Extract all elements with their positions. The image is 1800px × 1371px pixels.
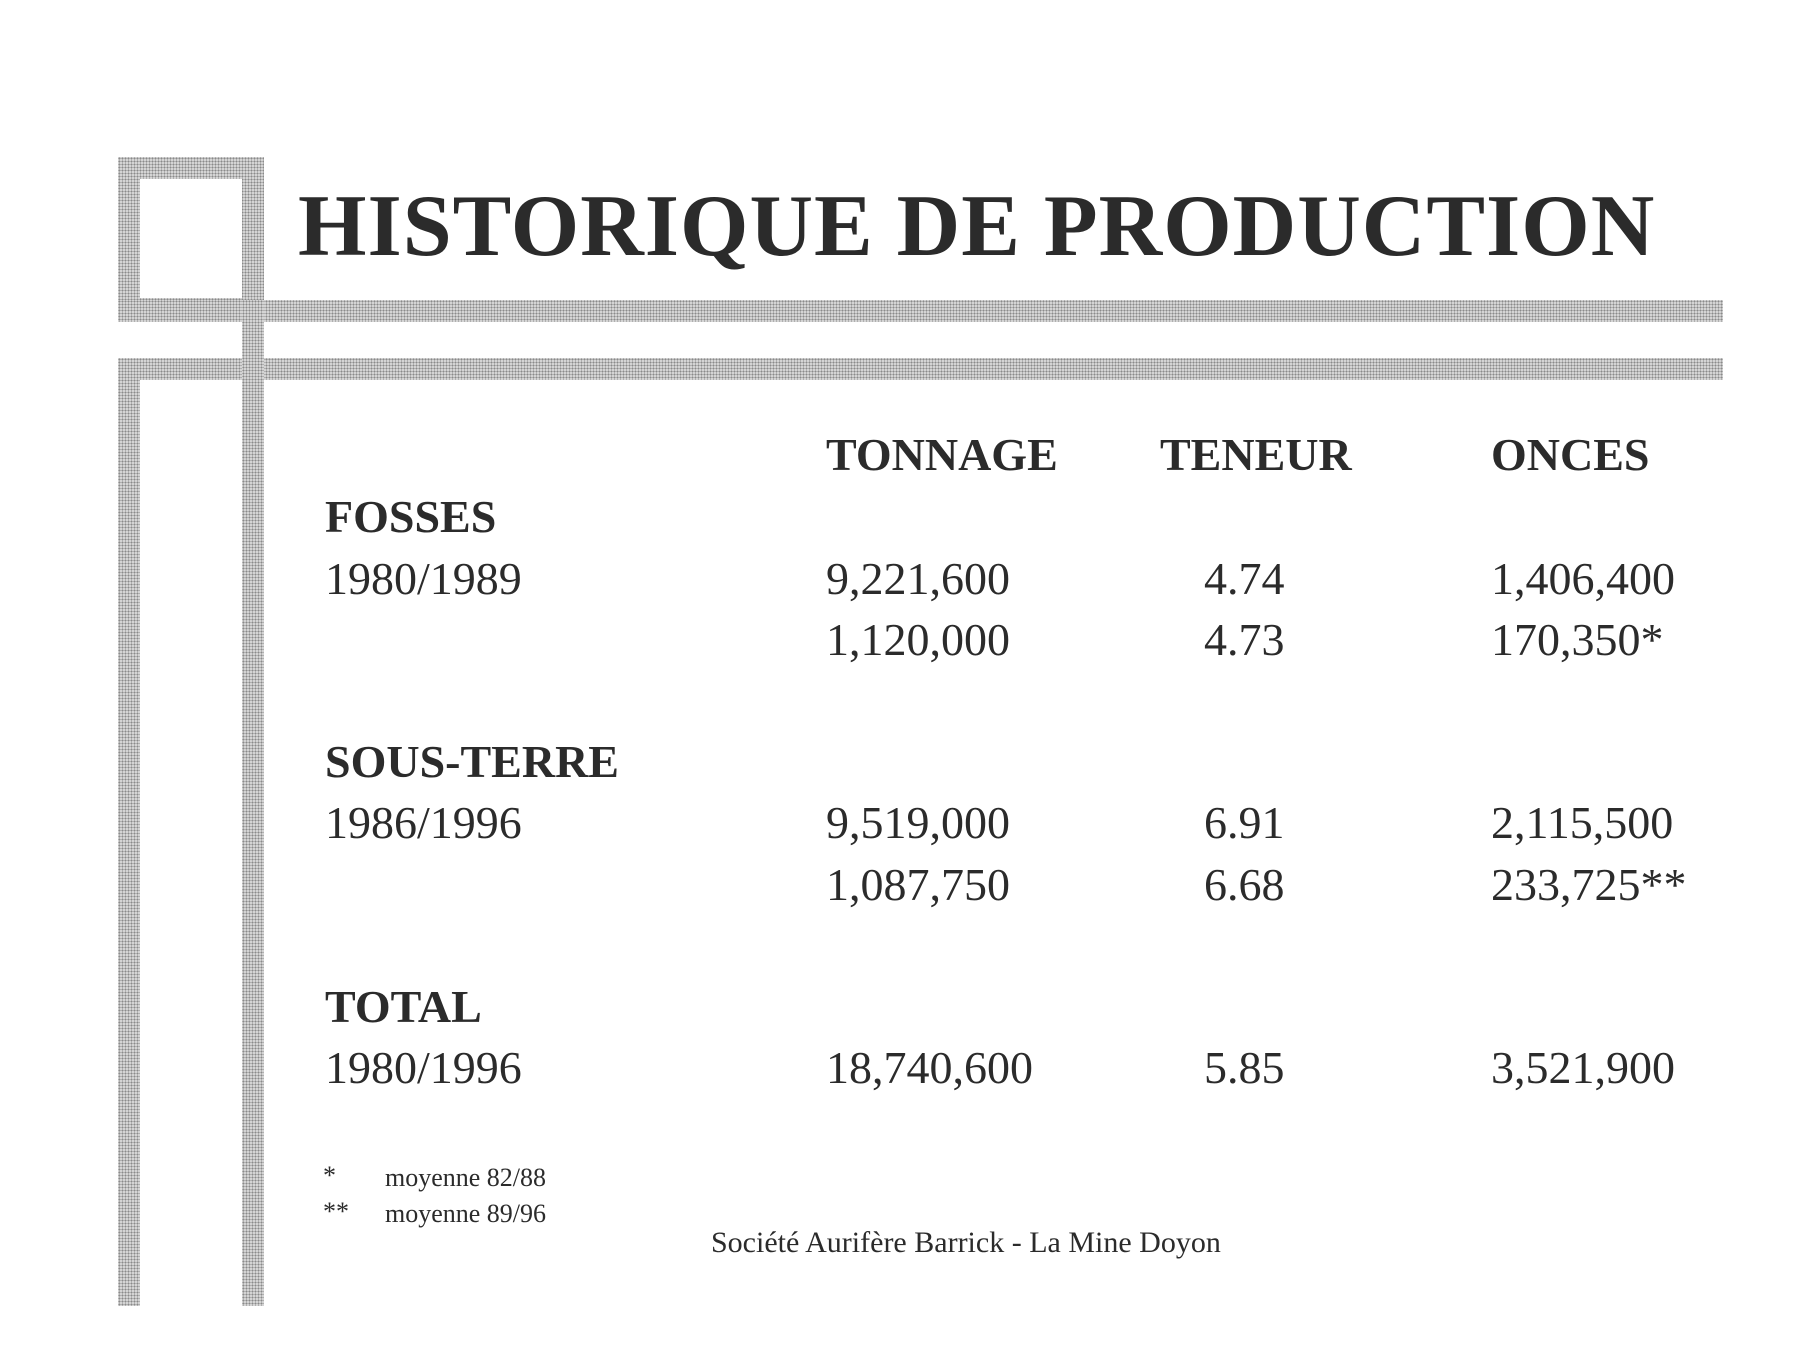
section-label-total: TOTAL	[325, 981, 482, 1032]
cell-fosses-tonnage-2: 1,120,000	[826, 614, 1010, 665]
frame-horizontal-bar-upper	[118, 300, 1723, 322]
cell-sous-terre-teneur-1: 6.91	[1204, 797, 1285, 848]
frame-vertical-bar-inner	[242, 300, 264, 1306]
cell-fosses-teneur-1: 4.74	[1204, 553, 1285, 604]
frame-top-box-inner	[140, 179, 242, 298]
page-title: HISTORIQUE DE PRODUCTION	[298, 178, 1656, 275]
cell-sous-terre-onces-1: 2,115,500	[1491, 797, 1674, 848]
footnote-mark-2: **	[323, 1197, 349, 1226]
frame-vertical-bar-left	[118, 358, 140, 1306]
cell-fosses-teneur-2: 4.73	[1204, 614, 1285, 665]
period-sous-terre: 1986/1996	[325, 797, 522, 848]
footnote-mark-1: *	[323, 1161, 336, 1190]
cell-fosses-onces-1: 1,406,400	[1491, 553, 1675, 604]
section-label-fosses: FOSSES	[325, 491, 497, 542]
section-label-sous-terre: SOUS-TERRE	[325, 736, 619, 787]
column-header-teneur: TENEUR	[1160, 429, 1352, 480]
column-header-onces: ONCES	[1491, 429, 1650, 480]
period-total: 1980/1996	[325, 1042, 522, 1093]
credit-line: Société Aurifère Barrick - La Mine Doyon	[711, 1226, 1221, 1259]
cell-sous-terre-teneur-2: 6.68	[1204, 859, 1285, 910]
cell-sous-terre-onces-2: 233,725**	[1491, 859, 1687, 910]
cell-total-tonnage: 18,740,600	[826, 1042, 1033, 1093]
cell-sous-terre-tonnage-1: 9,519,000	[826, 797, 1010, 848]
frame-horizontal-bar-lower	[118, 358, 1723, 380]
column-header-tonnage: TONNAGE	[826, 429, 1058, 480]
cell-total-onces: 3,521,900	[1491, 1042, 1675, 1093]
cell-fosses-tonnage-1: 9,221,600	[826, 553, 1010, 604]
footnote-text-2: moyenne 89/96	[385, 1199, 547, 1228]
cell-fosses-onces-2: 170,350*	[1491, 614, 1664, 665]
cell-total-teneur: 5.85	[1204, 1042, 1285, 1093]
cell-sous-terre-tonnage-2: 1,087,750	[826, 859, 1010, 910]
period-fosses: 1980/1989	[325, 553, 522, 604]
footnote-text-1: moyenne 82/88	[385, 1163, 547, 1192]
